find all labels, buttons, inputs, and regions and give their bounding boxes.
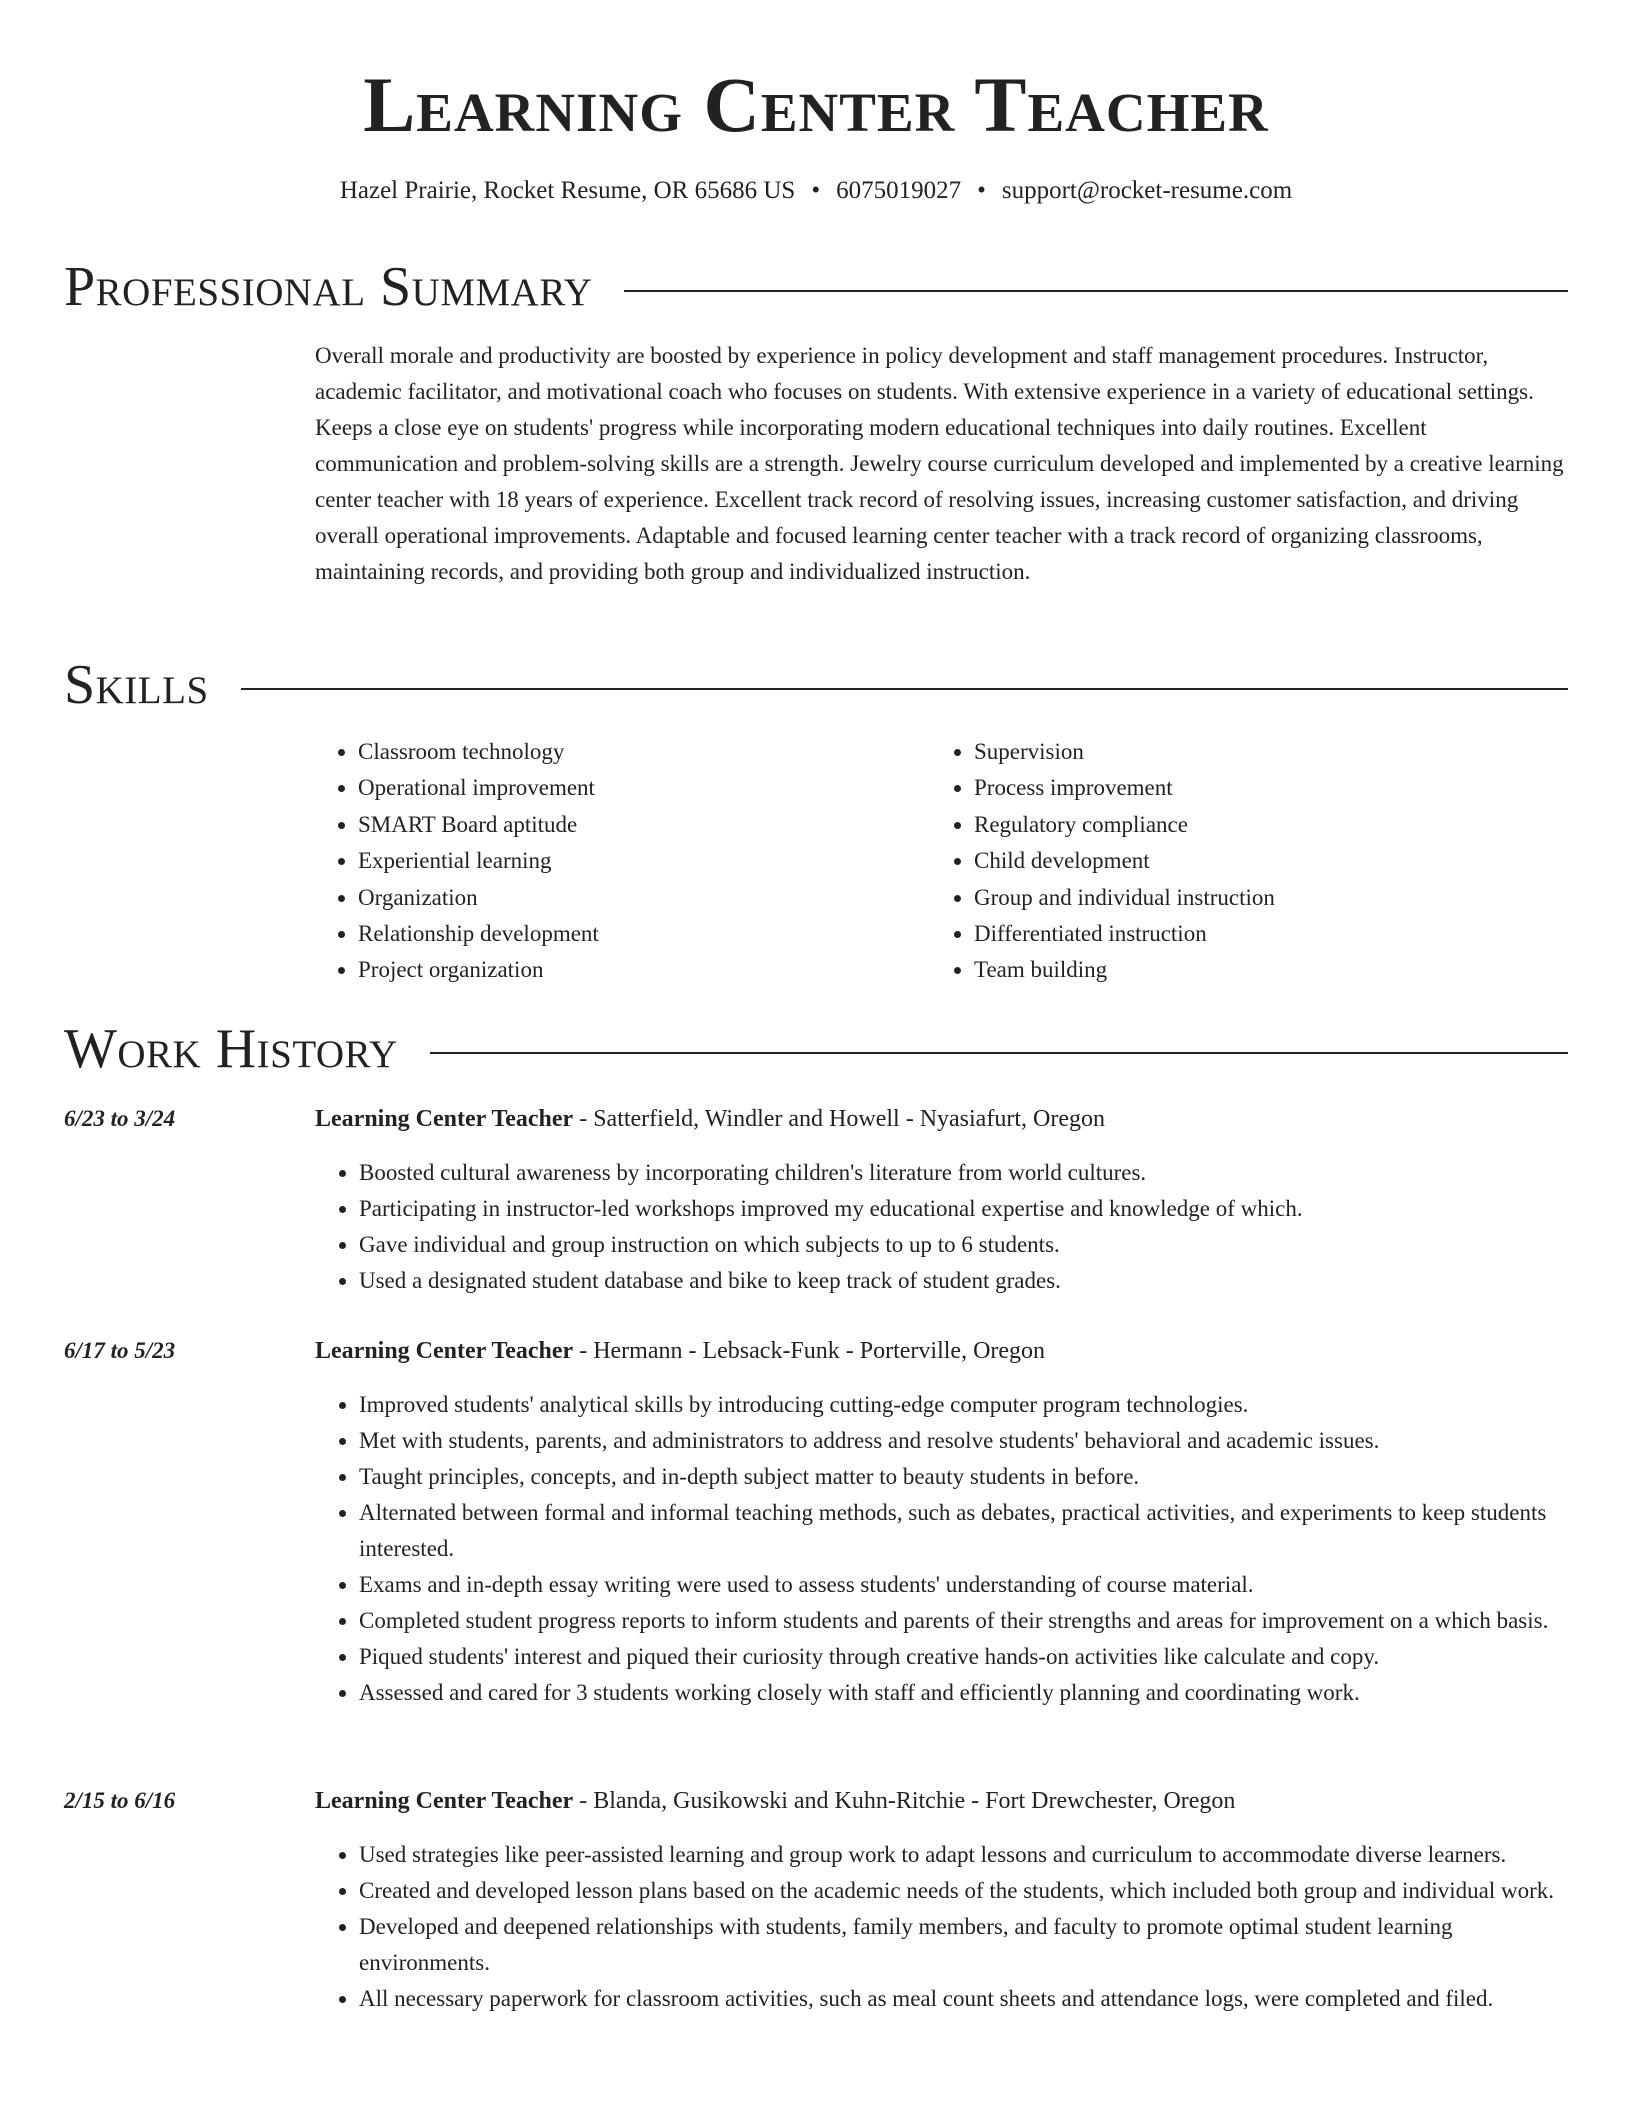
skills-list-left: [314, 734, 914, 989]
contact-separator: •: [977, 177, 986, 204]
section-header-summary: [64, 254, 1568, 320]
job-title-line: [315, 1783, 1568, 1819]
section-divider: [624, 290, 1568, 292]
job-bullets: [315, 1387, 1568, 1711]
section-header-skills: [64, 652, 1568, 718]
job-bullets: [315, 1155, 1568, 1299]
section-title-summary: Professional Summary: [64, 256, 593, 318]
job-bullet: • Exams and in-depth essay writing were used to assess students' understanding of course material.: [359, 1567, 1568, 1603]
job-title-line: [315, 1333, 1568, 1369]
section-divider: [241, 688, 1568, 690]
section-divider: [430, 1052, 1568, 1054]
job-role: Learning Center Teacher: [315, 1788, 574, 1814]
contact-line: [0, 173, 1632, 209]
skill-item: • Operational improvement: [358, 770, 914, 806]
skill-item: • Supervision: [974, 734, 1530, 770]
job-role: Learning Center Teacher: [315, 1338, 574, 1364]
address-text: Hazel Prairie, Rocket Resume, OR 65686 US: [339, 177, 796, 204]
job-employer: - Hermann - Lebsack-Funk - Porterville, Oregon: [573, 1338, 1046, 1364]
job-bullet: • All necessary paperwork for classroom activities, such as meal count sheets and attendance logs, were completed and filed.: [359, 1981, 1568, 2017]
job-bullet: • Completed student progress reports to inform students and parents of their strengths and areas for improvement on a which basis.: [359, 1603, 1568, 1639]
summary-paragraph: Overall morale and productivity are boosted by experience in policy development and staff management procedures. Instructor, academic facilitator, and motivational coach who focuses on students. With extensive experience in a variety of educational settings. Keeps a close eye on students' progress while incorporating modern educational techniques into daily routines. Excellent communication and problem-solving skills are a strength. Jewelry course curriculum developed and implemented by a creative learning center teacher with 18 years of experience. Excellent track record of resolving issues, increasing customer satisfaction, and driving overall operational improvements. Adaptable and focused learning center teacher with a track record of organizing classrooms, maintaining records, and providing both group and individualized instruction.: [315, 343, 1564, 584]
job-bullet: • Assessed and cared for 3 students working closely with staff and efficiently planning and coordinating work.: [359, 1675, 1568, 1711]
job-bullet: • Gave individual and group instruction on which subjects to up to 6 students.: [359, 1227, 1568, 1263]
job-bullet: • Used a designated student database and bike to keep track of student grades.: [359, 1263, 1568, 1299]
email-text: support@rocket-resume.com: [1001, 177, 1293, 204]
section-header-work-history: [64, 1016, 1568, 1082]
job-bullets: [315, 1837, 1568, 2017]
job-title-line: [315, 1101, 1568, 1137]
skills-list-right: [930, 734, 1530, 989]
job-bullet: • Alternated between formal and informal teaching methods, such as debates, practical activities, and experiments to keep students interested.: [359, 1495, 1568, 1567]
job-employer: - Satterfield, Windler and Howell - Nyasiafurt, Oregon: [573, 1106, 1105, 1132]
section-title-skills: Skills: [64, 654, 209, 716]
skill-item: • Process improvement: [974, 770, 1530, 806]
job-dates: 6/17 to 5/23: [64, 1338, 176, 1363]
phone-text: 6075019027: [836, 177, 962, 204]
job-bullet: • Used strategies like peer-assisted learning and group work to adapt lessons and curriculum to accommodate diverse learners.: [359, 1837, 1568, 1873]
skill-item: • Regulatory compliance: [974, 807, 1530, 843]
job-dates: 6/23 to 3/24: [64, 1106, 176, 1131]
contact-separator: •: [811, 177, 821, 204]
skill-item: • Group and individual instruction: [974, 880, 1530, 916]
job-employer: - Blanda, Gusikowski and Kuhn-Ritchie - Fort Drewchester, Oregon: [573, 1788, 1236, 1814]
skill-item: • SMART Board aptitude: [358, 807, 914, 843]
job-bullet: • Met with students, parents, and administrators to address and resolve students' behavioral and academic issues.: [359, 1423, 1568, 1459]
skill-item: • Child development: [974, 843, 1530, 879]
skill-item: • Project organization: [358, 952, 914, 988]
job-bullet: • Boosted cultural awareness by incorporating children's literature from world cultures.: [359, 1155, 1568, 1191]
section-title-work-history: Work History: [64, 1018, 398, 1080]
skill-item: • Differentiated instruction: [974, 916, 1530, 952]
job-dates: 2/15 to 6/16: [64, 1788, 176, 1813]
job-bullet: • Piqued students' interest and piqued their curiosity through creative hands-on activities like calculate and copy.: [359, 1639, 1568, 1675]
resume-title: Learning Center Teacher: [363, 61, 1269, 148]
job-bullet: • Participating in instructor-led workshops improved my educational expertise and knowledge of which.: [359, 1191, 1568, 1227]
skill-item: • Team building: [974, 952, 1530, 988]
skill-item: • Relationship development: [358, 916, 914, 952]
job-role: Learning Center Teacher: [315, 1106, 574, 1132]
skill-item: • Classroom technology: [358, 734, 914, 770]
job-bullet: • Created and developed lesson plans based on the academic needs of the students, which included both group and individual work.: [359, 1873, 1568, 1909]
skill-item: • Organization: [358, 880, 914, 916]
job-bullet: • Improved students' analytical skills by introducing cutting-edge computer program technologies.: [359, 1387, 1568, 1423]
skill-item: • Experiential learning: [358, 843, 914, 879]
job-bullet: • Taught principles, concepts, and in-depth subject matter to beauty students in before.: [359, 1459, 1568, 1495]
job-bullet: • Developed and deepened relationships with students, family members, and faculty to promote optimal student learning environments.: [359, 1909, 1568, 1981]
